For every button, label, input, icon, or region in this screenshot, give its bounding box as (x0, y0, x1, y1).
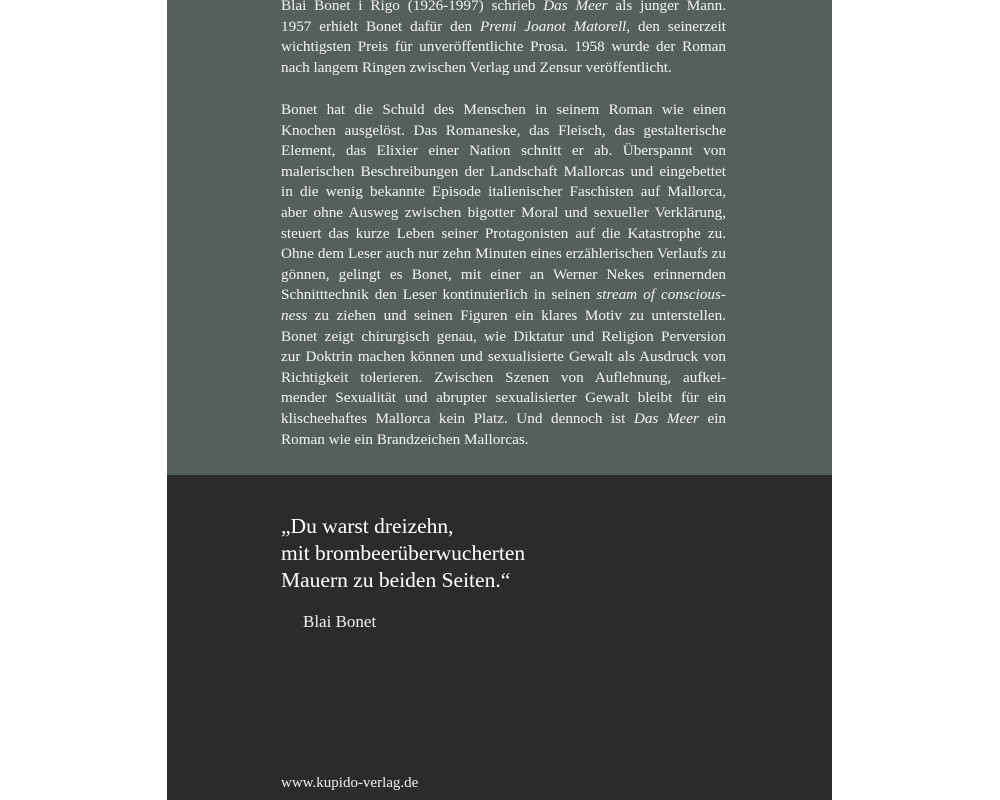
text-segment: gönnen, gelingt es Bonet, mit einer an Werner Nekes erinnernden (281, 265, 726, 283)
italic-title: Das Meer (543, 0, 608, 14)
paragraph-review (281, 100, 726, 450)
description-panel (167, 0, 832, 475)
text-line (281, 285, 726, 306)
text-segment: Ohne dem Leser auch nur zehn Minuten eines erzählerischen Verlaufs zu (281, 245, 726, 263)
text-line (281, 182, 726, 203)
text-line (281, 409, 726, 430)
text-segment: Bonet zeigt chirurgisch genau, wie Diktatur und Religion Perversion (281, 327, 726, 345)
text-segment: in die wenig bekannte Episode italienischer Faschisten auf Mallorca, (281, 183, 726, 201)
text-segment: Roman wie ein Brandzeichen Mallorcas. (281, 430, 529, 448)
text-line (281, 327, 726, 348)
paragraph-intro (281, 0, 726, 78)
italic-title: stream of conscious- (596, 286, 726, 304)
text-line (281, 265, 726, 286)
text-segment: Blai Bonet i Rigo (1926-1997) schrieb (281, 0, 544, 14)
italic-title: Das Meer (633, 409, 699, 427)
text-line (281, 162, 726, 183)
text-line (281, 58, 726, 79)
text-segment: Bonet hat die Schuld des Menschen in seinem Roman wie einen (281, 101, 726, 118)
text-line (281, 141, 726, 162)
quote-block (281, 513, 525, 594)
text-line (281, 224, 726, 245)
text-segment: Element, das Elixier einer Nation schnitt er ab. Überspannt von (281, 142, 726, 160)
text-segment: ein (698, 409, 727, 427)
italic-title: ness (281, 306, 308, 324)
text-line (281, 306, 726, 327)
text-line (281, 244, 726, 265)
book-back-cover (167, 0, 832, 800)
text-segment: 1957 erhielt Bonet dafür den (281, 17, 480, 35)
text-segment: Richtigkeit tolerieren. Zwischen Szenen von Auflehnung, aufkei- (281, 368, 726, 386)
text-segment: zur Doktrin machen können und sexualisierte Gewalt als Ausdruck von (281, 348, 726, 366)
text-line (281, 17, 726, 38)
text-line (281, 388, 726, 409)
text-line (281, 121, 726, 142)
text-segment: mender Sexualität und abrupter sexualisierter Gewalt bleibt für ein (281, 389, 726, 407)
text-segment: , den seinerzeit (626, 17, 726, 35)
quote-line: Mauern zu beiden Seiten.“ (281, 568, 511, 592)
publisher-url[interactable]: www.kupido-verlag.de (281, 775, 419, 791)
italic-title: Premi Joanot Matorell (479, 17, 627, 35)
text-segment: Knochen ausgelöst. Das Romaneske, das Fleisch, das gestalterische (281, 121, 726, 139)
text-line (281, 430, 726, 451)
quote-line: mit brombeerüberwucherten (281, 541, 526, 565)
text-segment: malerischen Beschreibungen der Landschaft Mallorcas und eingebettet (281, 162, 726, 180)
quote-author: Blai Bonet (303, 612, 377, 631)
text-line (281, 203, 726, 224)
text-segment: Schnitttechnik den Leser kontinuierlich in seinen (281, 286, 597, 304)
text-line (281, 100, 726, 121)
quote-line: „Du warst dreizehn, (281, 514, 454, 538)
text-line (281, 347, 726, 368)
text-segment: als junger Mann. (607, 0, 727, 14)
text-segment: klischeehaftes Mallorca kein Platz. Und dennoch ist (281, 409, 634, 427)
text-line (281, 0, 726, 17)
text-segment: zu ziehen und seinen Figuren ein klares Motiv zu unterstellen. (307, 306, 726, 324)
text-segment: aber ohne Ausweg zwischen bigotter Moral und sexueller Verklärung, (281, 203, 726, 221)
text-line (281, 37, 726, 58)
text-segment: wichtigsten Preis für unveröffentlichte Prosa. 1958 wurde der Roman (281, 38, 726, 56)
text-segment: steuert das kurze Leben seiner Protagonisten auf die Katastrophe zu. (281, 224, 726, 242)
text-line (281, 368, 726, 389)
text-segment: nach langem Ringen zwischen Verlag und Zensur veröffentlicht. (281, 58, 672, 76)
